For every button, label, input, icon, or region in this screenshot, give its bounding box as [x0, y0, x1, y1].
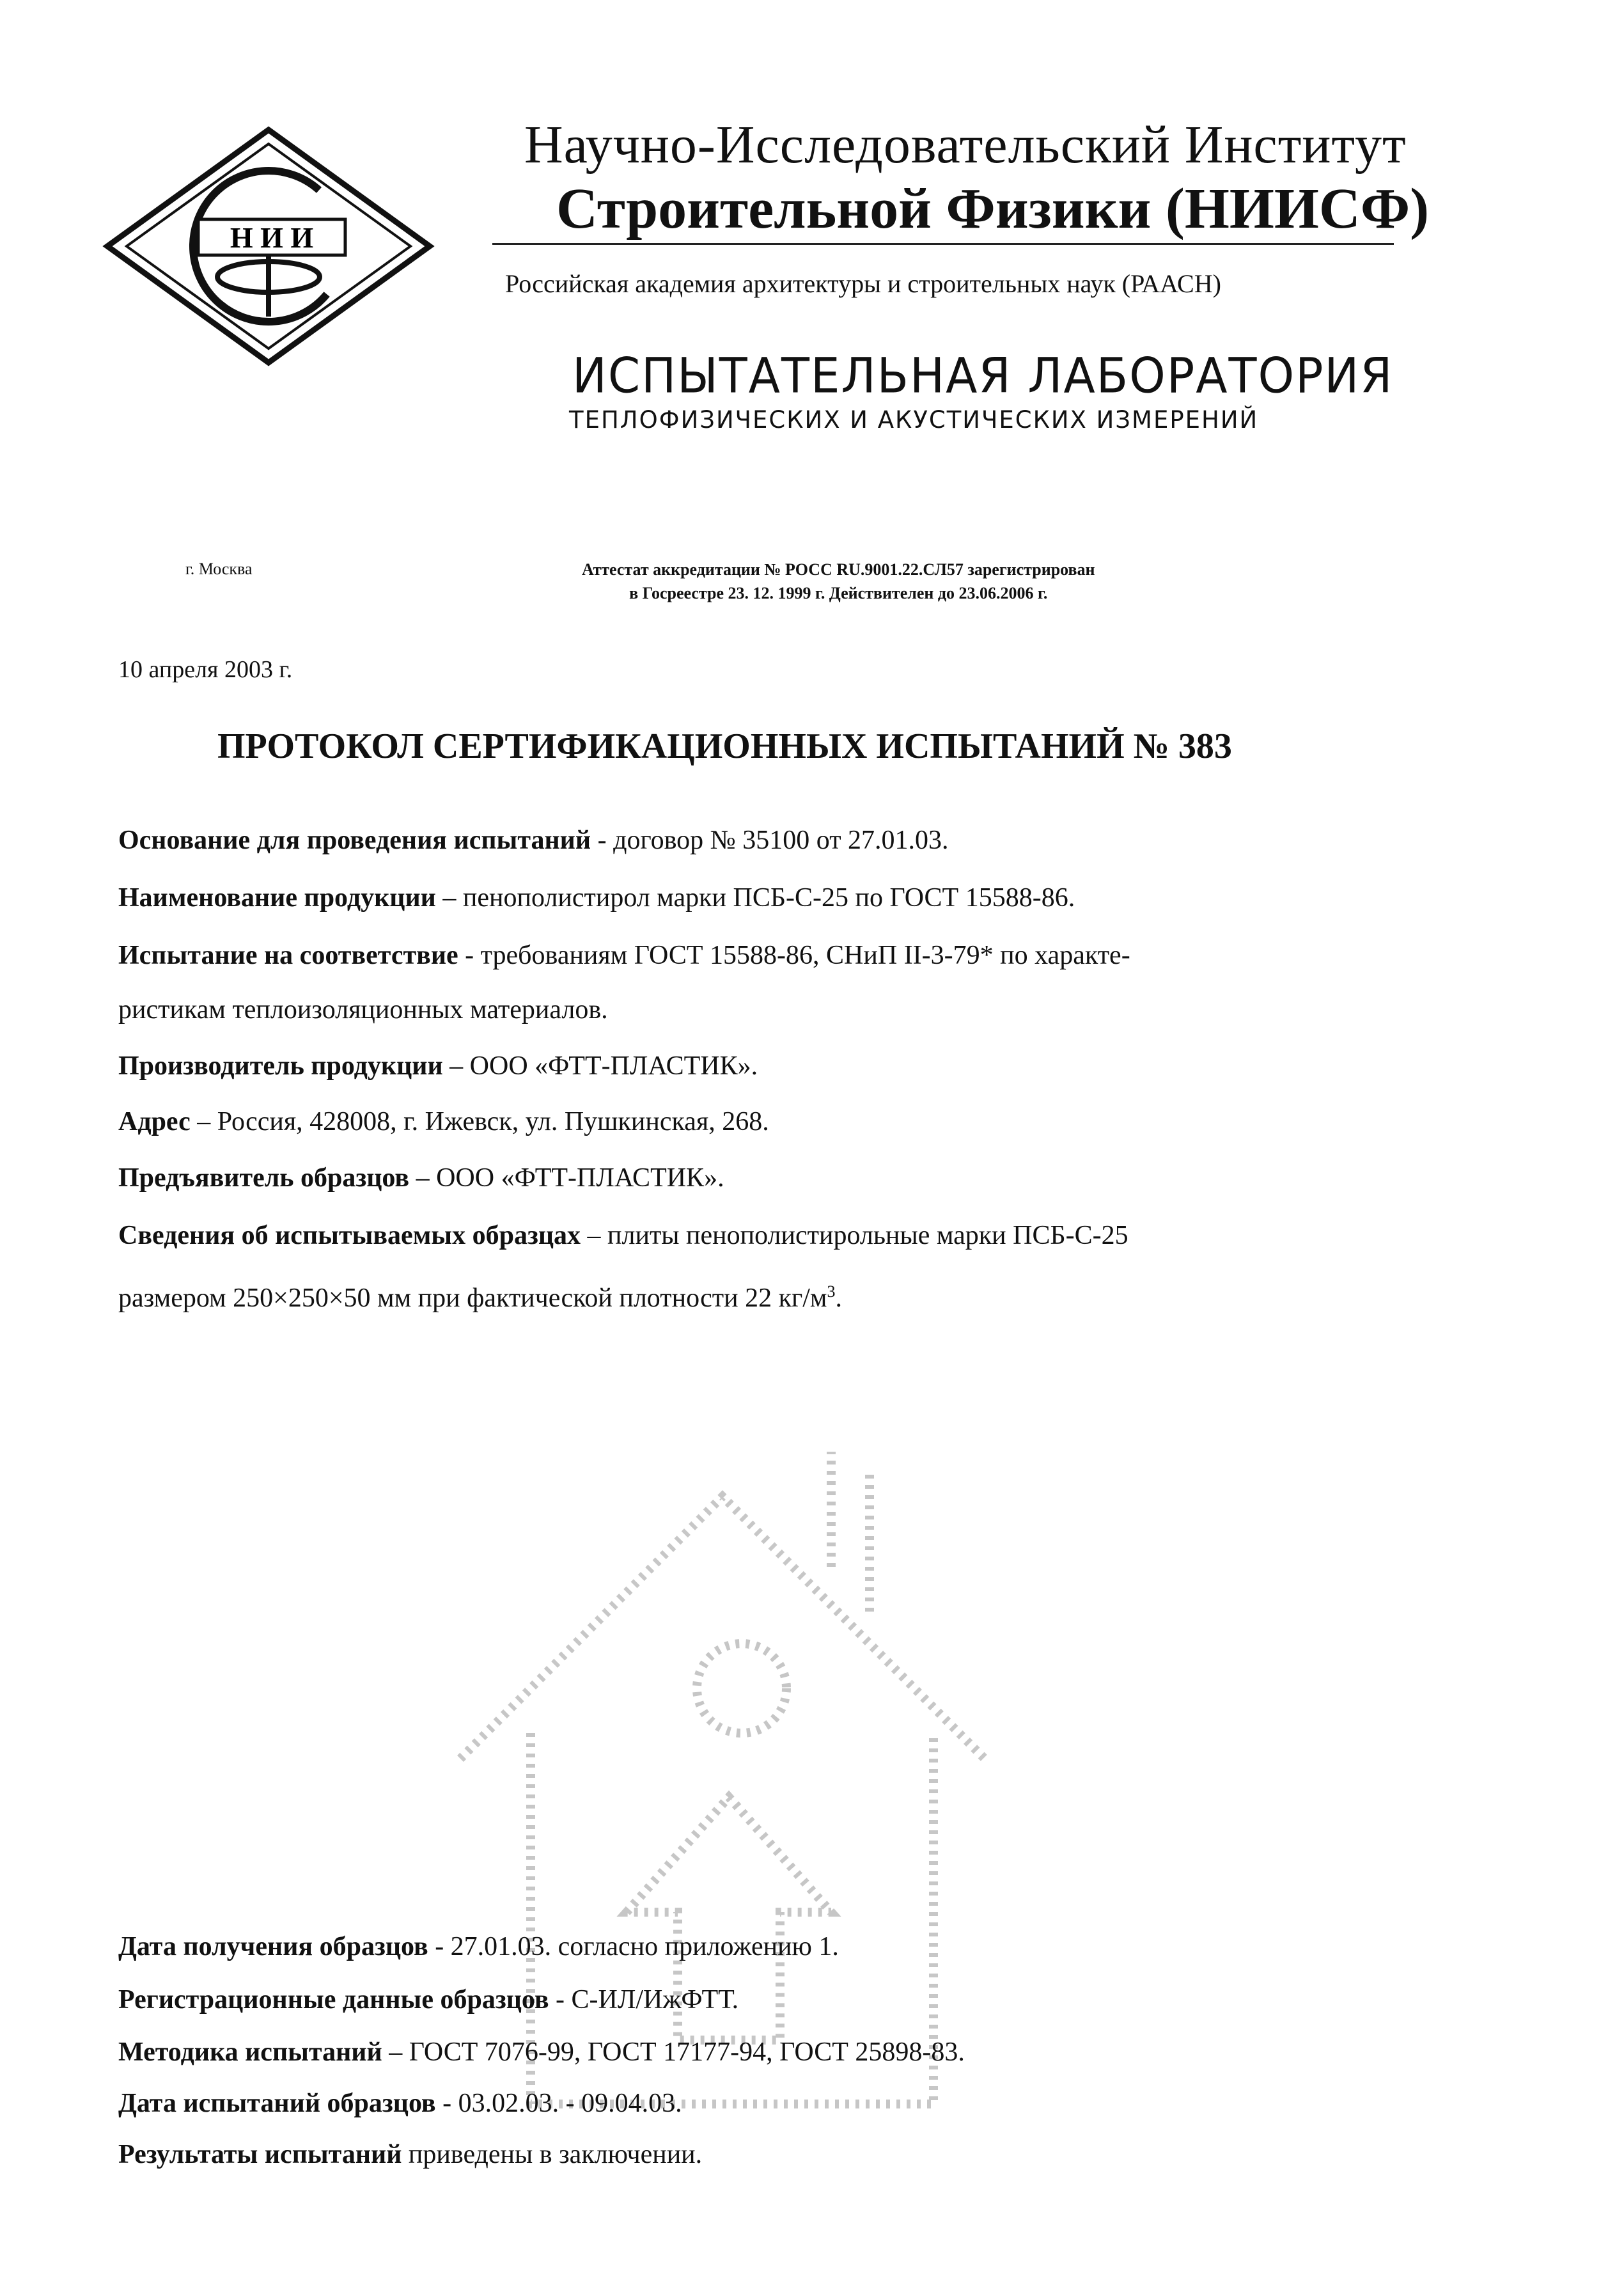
manufacturer-label: Производитель продукции: [118, 1051, 443, 1081]
address-value: – Россия, 428008, г. Ижевск, ул. Пушкинская, 268.: [190, 1107, 769, 1136]
accreditation: [582, 558, 1095, 605]
test-dates-line: [118, 2088, 682, 2119]
protocol-title: ПРОТОКОЛ СЕРТИФИКАЦИОННЫХ ИСПЫТАНИЙ № 383: [217, 726, 1232, 766]
results-line: [118, 2139, 702, 2170]
city: г. Москва: [185, 560, 253, 578]
samples-size: размером 250×250×50 мм при фактической плотности 22 кг/м: [118, 1284, 827, 1313]
samples-value: – плиты пенополистирольные марки ПСБ-С-25: [581, 1221, 1128, 1250]
results-label: Результаты испытаний: [118, 2140, 402, 2169]
received-line: [118, 1931, 839, 1962]
logo-letters: Н И И: [230, 221, 314, 254]
test-dates-label: Дата испытаний образцов: [118, 2089, 436, 2118]
applicant-value: – ООО «ФТТ-ПЛАСТИК».: [409, 1163, 724, 1193]
samples-line-cont: [118, 1282, 842, 1314]
registration-label: Регистрационные данные образцов: [118, 1985, 549, 2014]
compliance-label: Испытание на соответствие: [118, 941, 458, 970]
header-rule: [492, 243, 1394, 245]
address-label: Адрес: [118, 1107, 191, 1136]
registration-value: - С-ИЛ/ИжФТТ.: [549, 1985, 739, 2014]
applicant-line: [118, 1163, 724, 1193]
accreditation-line2: в Госреестре 23. 12. 1999 г. Действителен до 23.06.2006 г.: [629, 584, 1048, 602]
basis-label: Основание для проведения испытаний: [118, 826, 591, 855]
compliance-value: - требованиям ГОСТ 15588-86, СНиП II-3-79* по характе-: [458, 941, 1130, 970]
manufacturer-line: [118, 1051, 758, 1081]
academy-name: Российская академия архитектуры и строительных наук (РААСН): [505, 269, 1221, 298]
test-dates-value: - 03.02.03. - 09.04.03.: [435, 2089, 682, 2118]
manufacturer-value: – ООО «ФТТ-ПЛАСТИК».: [442, 1051, 758, 1081]
samples-end: .: [835, 1284, 842, 1313]
received-value: - 27.01.03. согласно приложению 1.: [428, 1932, 839, 1961]
lab-title: ИСПЫТАТЕЛЬНАЯ ЛАБОРАТОРИЯ: [572, 347, 1394, 404]
accreditation-line1: Аттестат аккредитации № РОСС RU.9001.22.СЛ57 зарегистрирован: [582, 560, 1095, 579]
document-date: 10 апреля 2003 г.: [118, 656, 293, 683]
received-label: Дата получения образцов: [118, 1932, 428, 1961]
method-label: Методика испытаний: [118, 2037, 382, 2067]
lab-subtitle: ТЕПЛОФИЗИЧЕСКИХ И АКУСТИЧЕСКИХ ИЗМЕРЕНИЙ: [569, 406, 1259, 434]
method-value: – ГОСТ 7076-99, ГОСТ 17177-94, ГОСТ 25898-83.: [382, 2037, 965, 2067]
samples-line: [118, 1220, 1128, 1251]
product-value: – пенополистирол марки ПСБ-С-25 по ГОСТ 15588-86.: [435, 883, 1075, 913]
address-line: [118, 1106, 769, 1137]
registration-line: [118, 1984, 738, 2015]
results-value: приведены в заключении.: [402, 2140, 703, 2169]
basis-line: [118, 825, 949, 856]
niisf-logo: [102, 125, 435, 368]
samples-unit-sup: 3: [827, 1282, 836, 1301]
institute-name-line2: Строительной Физики (НИИСФ): [556, 177, 1430, 240]
applicant-label: Предъявитель образцов: [118, 1163, 410, 1193]
product-line: [118, 883, 1075, 913]
product-label: Наименование продукции: [118, 883, 436, 913]
compliance-line-cont: ристикам теплоизоляционных материалов.: [118, 995, 608, 1025]
basis-value: - договор № 35100 от 27.01.03.: [591, 826, 949, 855]
institute-name-line1: Научно-Исследовательский Институт: [524, 115, 1407, 175]
method-line: [118, 2037, 965, 2068]
samples-label: Сведения об испытываемых образцах: [118, 1221, 581, 1250]
compliance-line: [118, 940, 1130, 971]
